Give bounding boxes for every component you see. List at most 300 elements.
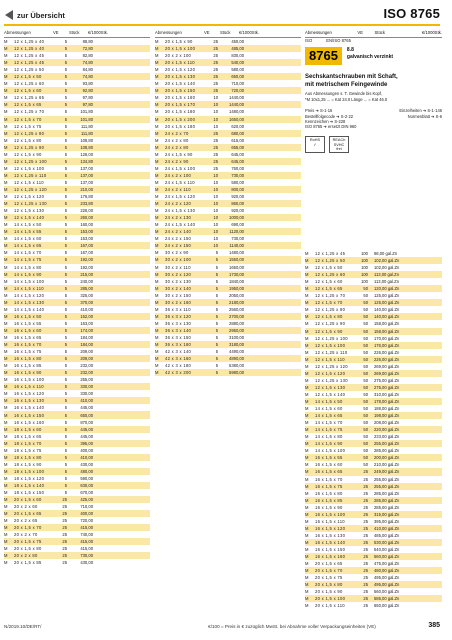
table-row [4, 207, 150, 214]
table-row [155, 271, 301, 278]
row-dimension: 18 x 1,5 x 65 [14, 433, 42, 439]
row-price: 198,00 gal.Zn [374, 413, 400, 419]
row-ve: 50 [363, 342, 368, 348]
row-dimension: 30 x 2 x 120 [165, 271, 192, 277]
table-row [305, 518, 442, 525]
thread-prefix: M [4, 74, 8, 80]
row-ve: 25 [363, 554, 368, 560]
col-price-header: €/1000Stk. [87, 30, 108, 35]
row-price: 226,00 gal.Zn [374, 356, 400, 362]
row-ve: 5 [64, 468, 67, 474]
row-dimension: 16 x 1,5 x 80 [315, 490, 343, 496]
thread-prefix: M [155, 74, 159, 80]
spec-replaces: ISO 8765 ➔ ersetzt DIN 960 [305, 124, 357, 130]
row-ve: 5 [64, 327, 67, 333]
thread-prefix: M [305, 307, 309, 313]
row-dimension: 12 x 1,5 x 65 [315, 286, 343, 292]
spec-price-link[interactable]: Preis ➔ S-1·16 [305, 108, 333, 114]
row-ve: 25 [363, 525, 368, 531]
row-dimension: 20 x 1,5 x 90 [165, 39, 193, 45]
table-row [4, 426, 150, 433]
row-dimension: 30 x 2 x 110 [165, 264, 191, 270]
thread-prefix: M [4, 370, 8, 376]
thread-prefix: M [155, 88, 159, 94]
row-dimension: 12 x 1,25 x 110 [315, 349, 348, 355]
row-price: 249,00 gal.Zn [374, 469, 400, 475]
row-price: 860,00 [231, 201, 244, 207]
row-ve: 5 [64, 243, 67, 249]
col-price-header: €/1000Stk. [421, 30, 442, 35]
table-row [305, 595, 442, 602]
arrow-left-icon [5, 10, 13, 20]
row-ve: 5 [215, 356, 218, 362]
row-ve: 5 [215, 271, 218, 277]
note-2: *M 10x1,25 ... = Kat 24.0 Länge ... = Kat 46.0 [305, 96, 388, 102]
row-dimension: 24 x 2 x 80 [165, 137, 189, 143]
row-dimension: 16 x 1,5 x 75 [315, 483, 343, 489]
row-ve: 5 [64, 461, 67, 467]
row-dimension: 14 x 1,5 x 100 [14, 278, 45, 284]
row-ve: 5 [215, 285, 218, 291]
table-row [305, 377, 442, 384]
row-price: 415,00 [80, 539, 93, 545]
thread-prefix: M [305, 434, 309, 440]
table-row [4, 306, 150, 313]
table-row [4, 130, 150, 137]
thread-prefix: M [155, 271, 159, 277]
row-ve: 5 [64, 250, 67, 256]
row-dimension: 14 x 1,5 x 90 [14, 271, 42, 277]
row-price: 670,00 [80, 490, 93, 496]
row-dimension: 20 x 1,5 x 110 [315, 603, 345, 609]
table-row [4, 419, 150, 426]
row-price: 580,00 [231, 67, 244, 73]
row-price: 445,00 [80, 426, 93, 432]
row-price: 620,00 [231, 123, 244, 129]
thread-prefix: M [305, 596, 309, 602]
row-ve: 25 [213, 137, 218, 143]
row-price: 226,00 gal.Zn [374, 349, 400, 355]
row-dimension: 24 x 2 x 90 [165, 158, 189, 164]
row-dimension: 24 x 1,5 x 140 [165, 222, 196, 228]
thread-prefix: M [4, 53, 8, 59]
row-dimension: 14 x 1,5 x 75 [14, 257, 42, 263]
table-row [305, 328, 442, 335]
thread-prefix: M [155, 349, 159, 355]
thread-prefix: M [155, 313, 159, 319]
back-link[interactable] [4, 9, 65, 21]
row-price: 167,00 [80, 250, 93, 256]
row-price: 209,00 [80, 356, 93, 362]
row-ve: 5 [64, 313, 67, 319]
row-ve: 10 [213, 109, 218, 115]
row-price: 5980,00 [229, 370, 244, 376]
row-price: 192,00 [80, 264, 93, 270]
row-price: 760,00 [231, 165, 244, 171]
row-dimension: 36 x 3 x 110 [165, 306, 191, 312]
row-dimension: 12 x 1,5 x 50 [315, 265, 343, 271]
row-ve: 5 [64, 165, 67, 171]
row-ve: 50 [363, 399, 368, 404]
row-price: 192,00 [80, 257, 93, 263]
table-row [305, 461, 442, 468]
price-table-3 [305, 250, 442, 609]
row-price: 92,80 [82, 88, 93, 94]
table-row [4, 52, 150, 59]
row-dimension: 14 x 1,5 x 120 [14, 292, 45, 298]
thread-prefix: M [4, 236, 8, 242]
thread-prefix: M [155, 243, 159, 249]
thread-prefix: M [305, 349, 309, 355]
row-dimension: 16 x 1,5 x 85 [315, 497, 343, 503]
row-ve: 50 [363, 434, 368, 440]
row-ve: 5 [64, 370, 67, 376]
table-row [4, 101, 150, 108]
row-price: 1650,00 [229, 264, 244, 270]
table-row [4, 496, 150, 503]
row-dimension: 12 x 1,5 x 100 [315, 342, 346, 348]
thread-prefix: M [4, 208, 8, 214]
thread-prefix: M [305, 335, 309, 341]
spec-marking-link[interactable]: Kennzeichen ➔ S-228 [305, 119, 346, 124]
table-row [305, 581, 442, 588]
row-price: 325,00 [80, 292, 93, 298]
table-row [4, 278, 150, 285]
thread-prefix: M [4, 313, 8, 319]
row-dimension: 30 x 2 x 160 [165, 299, 192, 305]
row-price: 645,00 [231, 158, 244, 164]
table-row [155, 193, 301, 200]
desc-line-1: Sechskantschrauben mit Schaft, [305, 74, 398, 80]
thread-prefix: M [4, 426, 8, 432]
row-price: 137,00 [80, 165, 93, 171]
table-row [4, 341, 150, 348]
row-dimension: 36 x 3 x 150 [165, 334, 192, 340]
row-ve: 5 [64, 257, 67, 263]
row-ve: 5 [64, 426, 67, 432]
row-ve: 50 [363, 377, 368, 383]
row-price: 269,00 gal.Zn [374, 363, 400, 369]
logo-number: 8765 [305, 47, 342, 65]
thread-prefix: M [4, 349, 8, 355]
row-price: 176,00 gal.Zn [374, 342, 400, 348]
table-row [155, 313, 301, 320]
iso-line [305, 38, 442, 44]
row-dimension: 36 x 3 x 120 [165, 313, 192, 319]
thread-prefix: M [4, 447, 8, 453]
table-row [4, 256, 150, 263]
row-dimension: 36 x 3 x 140 [165, 327, 192, 333]
table-row [4, 214, 150, 221]
row-dimension: 18 x 1,5 x 75 [14, 447, 42, 453]
table-row [4, 193, 150, 200]
row-ve: 25 [363, 546, 368, 552]
row-dimension: 30 x 2 x 90 [165, 250, 189, 256]
reach-badge: REACh SVHC frei [329, 136, 349, 153]
row-ve: 50 [363, 321, 368, 327]
row-dimension: 12 x 1,25 x 60 [315, 272, 346, 278]
row-dimension: 20 x 2 x 100 [165, 53, 192, 59]
row-dimension: 12 x 1,5 x 100 [14, 165, 45, 171]
row-ve: 25 [363, 490, 368, 496]
row-ve: 5 [215, 334, 218, 340]
thread-prefix: M [4, 475, 8, 481]
row-ve: 25 [62, 546, 67, 552]
row-price: 4890,00 [229, 356, 244, 362]
row-ve: 5 [64, 447, 67, 453]
row-price: 1650,00 [229, 116, 244, 122]
row-price: 126,00 [80, 151, 93, 157]
row-dimension: 16 x 1,5 x 100 [315, 511, 346, 517]
row-dimension: 12 x 1,5 x 140 [315, 391, 346, 397]
table-row [305, 405, 442, 412]
thread-prefix: M [4, 356, 8, 362]
row-ve: 100 [361, 251, 368, 257]
row-dimension: 12 x 1,5 x 110 [14, 179, 44, 185]
info-table-header [305, 28, 442, 38]
row-ve: 5 [64, 377, 67, 383]
table-row [4, 362, 150, 369]
row-dimension: 14 x 1,5 x 80 [315, 434, 343, 440]
table-row [4, 390, 150, 397]
row-dimension: 12 x 1,25 x 110 [14, 172, 47, 178]
row-ve: 5 [215, 363, 218, 369]
row-price: 260,00 [80, 215, 93, 221]
thread-prefix: M [4, 532, 8, 538]
thread-prefix: M [305, 518, 309, 524]
row-dimension: 24 x 2 x 130 [165, 215, 192, 221]
row-price: 650,00 [231, 74, 244, 80]
row-ve: 5 [64, 208, 67, 214]
row-price: 170,00 gal.Zn [374, 335, 400, 341]
thread-prefix: M [155, 102, 159, 108]
thread-prefix: M [305, 265, 309, 271]
row-ve: 5 [215, 250, 218, 256]
row-ve: 50 [363, 286, 368, 292]
thread-prefix: M [4, 158, 8, 164]
row-price: 113,00 gal.Zn [374, 279, 400, 285]
row-price: 485,00 [231, 46, 244, 52]
row-ve: 10 [213, 236, 218, 242]
row-ve: 25 [62, 518, 67, 524]
row-price: 730,00 [80, 553, 93, 559]
row-ve: 50 [363, 349, 368, 355]
row-ve: 25 [213, 151, 218, 157]
thread-prefix: M [4, 172, 8, 178]
row-dimension: 12 x 1,5 x 120 [14, 194, 45, 200]
thread-prefix: M [305, 469, 309, 475]
row-dimension: 20 x 1,5 x 80 [315, 582, 343, 588]
thread-prefix: M [4, 334, 8, 340]
table-row [155, 186, 301, 193]
row-dimension: 16 x 1,5 x 120 [315, 525, 346, 531]
row-price: 655,00 [231, 144, 244, 150]
table-row [305, 306, 442, 313]
thread-prefix: M [4, 109, 8, 115]
row-price: 415,00 [80, 546, 93, 552]
thread-prefix: M [305, 342, 309, 348]
row-ve: 5 [64, 356, 67, 362]
row-dimension: 18 x 1,5 x 80 [14, 454, 42, 460]
row-price: 209,00 [80, 349, 93, 355]
row-price: 285,00 gal.Zn [374, 448, 400, 454]
row-dimension: 16 x 1,5 x 110 [315, 518, 345, 524]
row-price: 430,00 [80, 560, 93, 566]
row-ve: 25 [213, 74, 218, 80]
row-price: 255,00 [80, 377, 93, 383]
row-dimension: 14 x 1,5 x 130 [14, 299, 45, 305]
thread-prefix: M [4, 391, 8, 397]
row-ve: 5 [64, 201, 67, 207]
thread-prefix: M [4, 539, 8, 545]
row-ve: 5 [64, 271, 67, 277]
table-row [305, 398, 442, 405]
thread-prefix: M [305, 546, 309, 552]
row-price: 830,00 [231, 53, 244, 59]
row-price: 4490,00 [229, 349, 244, 355]
row-ve: 25 [363, 518, 368, 524]
table-row [4, 38, 150, 45]
row-ve: 50 [363, 356, 368, 362]
table-row [4, 348, 150, 355]
thread-prefix: M [155, 229, 159, 235]
thread-prefix: M [4, 222, 8, 228]
thread-prefix: M [4, 398, 8, 404]
row-price: 495,00 gal.Zn [374, 575, 400, 581]
row-price: 285,00 [80, 285, 93, 291]
table-row [4, 559, 150, 566]
table-row [4, 320, 150, 327]
thread-prefix: M [4, 518, 8, 524]
thread-prefix: M [4, 299, 8, 305]
thread-prefix: M [4, 250, 8, 256]
row-dimension: 12 x 1,5 x 90 [315, 328, 343, 334]
row-price: 330,00 [80, 391, 93, 397]
row-price: 730,00 [231, 172, 244, 178]
table-row [305, 419, 442, 426]
row-ve: 5 [215, 292, 218, 298]
row-ve: 5 [215, 306, 218, 312]
thread-prefix: M [155, 264, 159, 270]
row-ve: 5 [64, 236, 67, 242]
table-row [4, 221, 150, 228]
row-dimension: 12 x 1,25 x 65 [14, 95, 45, 101]
thread-prefix: M [305, 561, 309, 567]
thread-prefix: M [305, 406, 309, 412]
table-row [4, 447, 150, 454]
row-price: 590,00 [80, 475, 93, 481]
row-price: 232,00 [80, 370, 93, 376]
row-price: 410,00 gal.Zn [374, 525, 400, 531]
thread-prefix: M [4, 144, 8, 150]
row-dimension: 18 x 1,5 x 70 [14, 440, 42, 446]
row-price: 475,00 gal.Zn [374, 561, 400, 567]
row-price: 395,00 [80, 440, 93, 446]
row-price: 2700,00 [229, 313, 244, 319]
row-ve: 25 [62, 539, 67, 545]
row-price: 445,00 [80, 433, 93, 439]
thread-prefix: M [305, 356, 309, 362]
row-price: 2560,00 [229, 306, 244, 312]
thread-prefix: M [4, 243, 8, 249]
thread-prefix: M [4, 525, 8, 531]
footer-note: €/100 = Preis in € zuzüglich MwSt. bei Abnahme voller Verpackungseinheiten (VE) [208, 624, 376, 629]
row-price: 650,00 [80, 412, 93, 418]
table-row [4, 242, 150, 249]
row-dimension: 14 x 1,5 x 70 [14, 250, 42, 256]
row-dimension: 20 x 1,5 x 75 [14, 539, 42, 545]
spec-norm-link[interactable]: Normenblatt ➔ S-6 [407, 113, 442, 119]
spec-details-link[interactable]: Einzelheiten ➔ S-1·146 [399, 108, 442, 114]
row-ve: 25 [213, 60, 218, 66]
table-row [155, 341, 301, 348]
row-ve: 25 [62, 497, 67, 503]
row-dimension: 14 x 1,5 x 65 [315, 413, 343, 419]
row-price: 108,80 [80, 144, 93, 150]
thread-prefix: M [4, 215, 8, 221]
thread-prefix: M [305, 420, 309, 426]
thread-prefix: M [155, 292, 159, 298]
row-ve: 25 [62, 553, 67, 559]
row-dimension: 30 x 2 x 130 [165, 278, 192, 284]
thread-prefix: M [155, 222, 159, 228]
row-price: 800,00 [231, 187, 244, 192]
row-ve: 10 [213, 116, 218, 122]
row-dimension: 30 x 2 x 140 [165, 285, 192, 291]
row-ve: 25 [363, 582, 368, 588]
table-row [305, 257, 442, 264]
row-price: 1950,00 [229, 285, 244, 291]
row-dimension: 24 x 2 x 80 [165, 144, 189, 150]
row-ve: 50 [363, 448, 368, 454]
row-price: 101,80 [80, 109, 93, 115]
table-row [4, 355, 150, 362]
spec-order-link[interactable]: Bestellfolgecode ➔ S-2·22 [305, 113, 354, 119]
row-dimension: 16 x 1,5 x 130 [315, 532, 346, 538]
table-row [305, 476, 442, 483]
row-dimension: 14 x 1,5 x 70 [315, 420, 343, 426]
row-dimension: 12 x 1,25 x 90 [315, 321, 346, 327]
row-ve: 25 [363, 504, 368, 510]
row-price: 120,00 gal.Zn [374, 286, 400, 292]
table-row [4, 228, 150, 235]
row-price: 530,00 gal.Zn [374, 539, 400, 545]
row-ve: 25 [213, 46, 218, 52]
thread-prefix: M [155, 257, 159, 263]
table-row [4, 397, 150, 404]
row-price: 740,00 [80, 532, 93, 538]
row-dimension: 20 x 1,5 x 160 [165, 95, 196, 101]
row-price: 84,80 [82, 67, 93, 73]
row-dimension: 14 x 1,5 x 50 [14, 222, 42, 228]
row-dimension: 12 x 1,25 x 70 [315, 293, 346, 299]
table-row [155, 66, 301, 73]
row-dimension: 24 x 2 x 150 [165, 243, 192, 249]
col-ve-header: VE [357, 30, 363, 35]
row-ve: 5 [64, 320, 67, 326]
row-ve: 50 [363, 455, 368, 461]
row-ve: 5 [64, 278, 67, 284]
row-ve: 5 [64, 123, 67, 129]
row-dimension: 20 x 1,5 x 85 [14, 560, 42, 566]
row-dimension: 20 x 1,5 x 130 [165, 74, 196, 80]
row-dimension: 12 x 1,5 x 80 [315, 314, 343, 320]
thread-prefix: M [155, 187, 159, 192]
thread-prefix: M [155, 370, 159, 376]
thread-prefix: M [305, 363, 309, 369]
row-price: 1730,00 [229, 271, 244, 277]
row-ve: 25 [62, 504, 67, 510]
